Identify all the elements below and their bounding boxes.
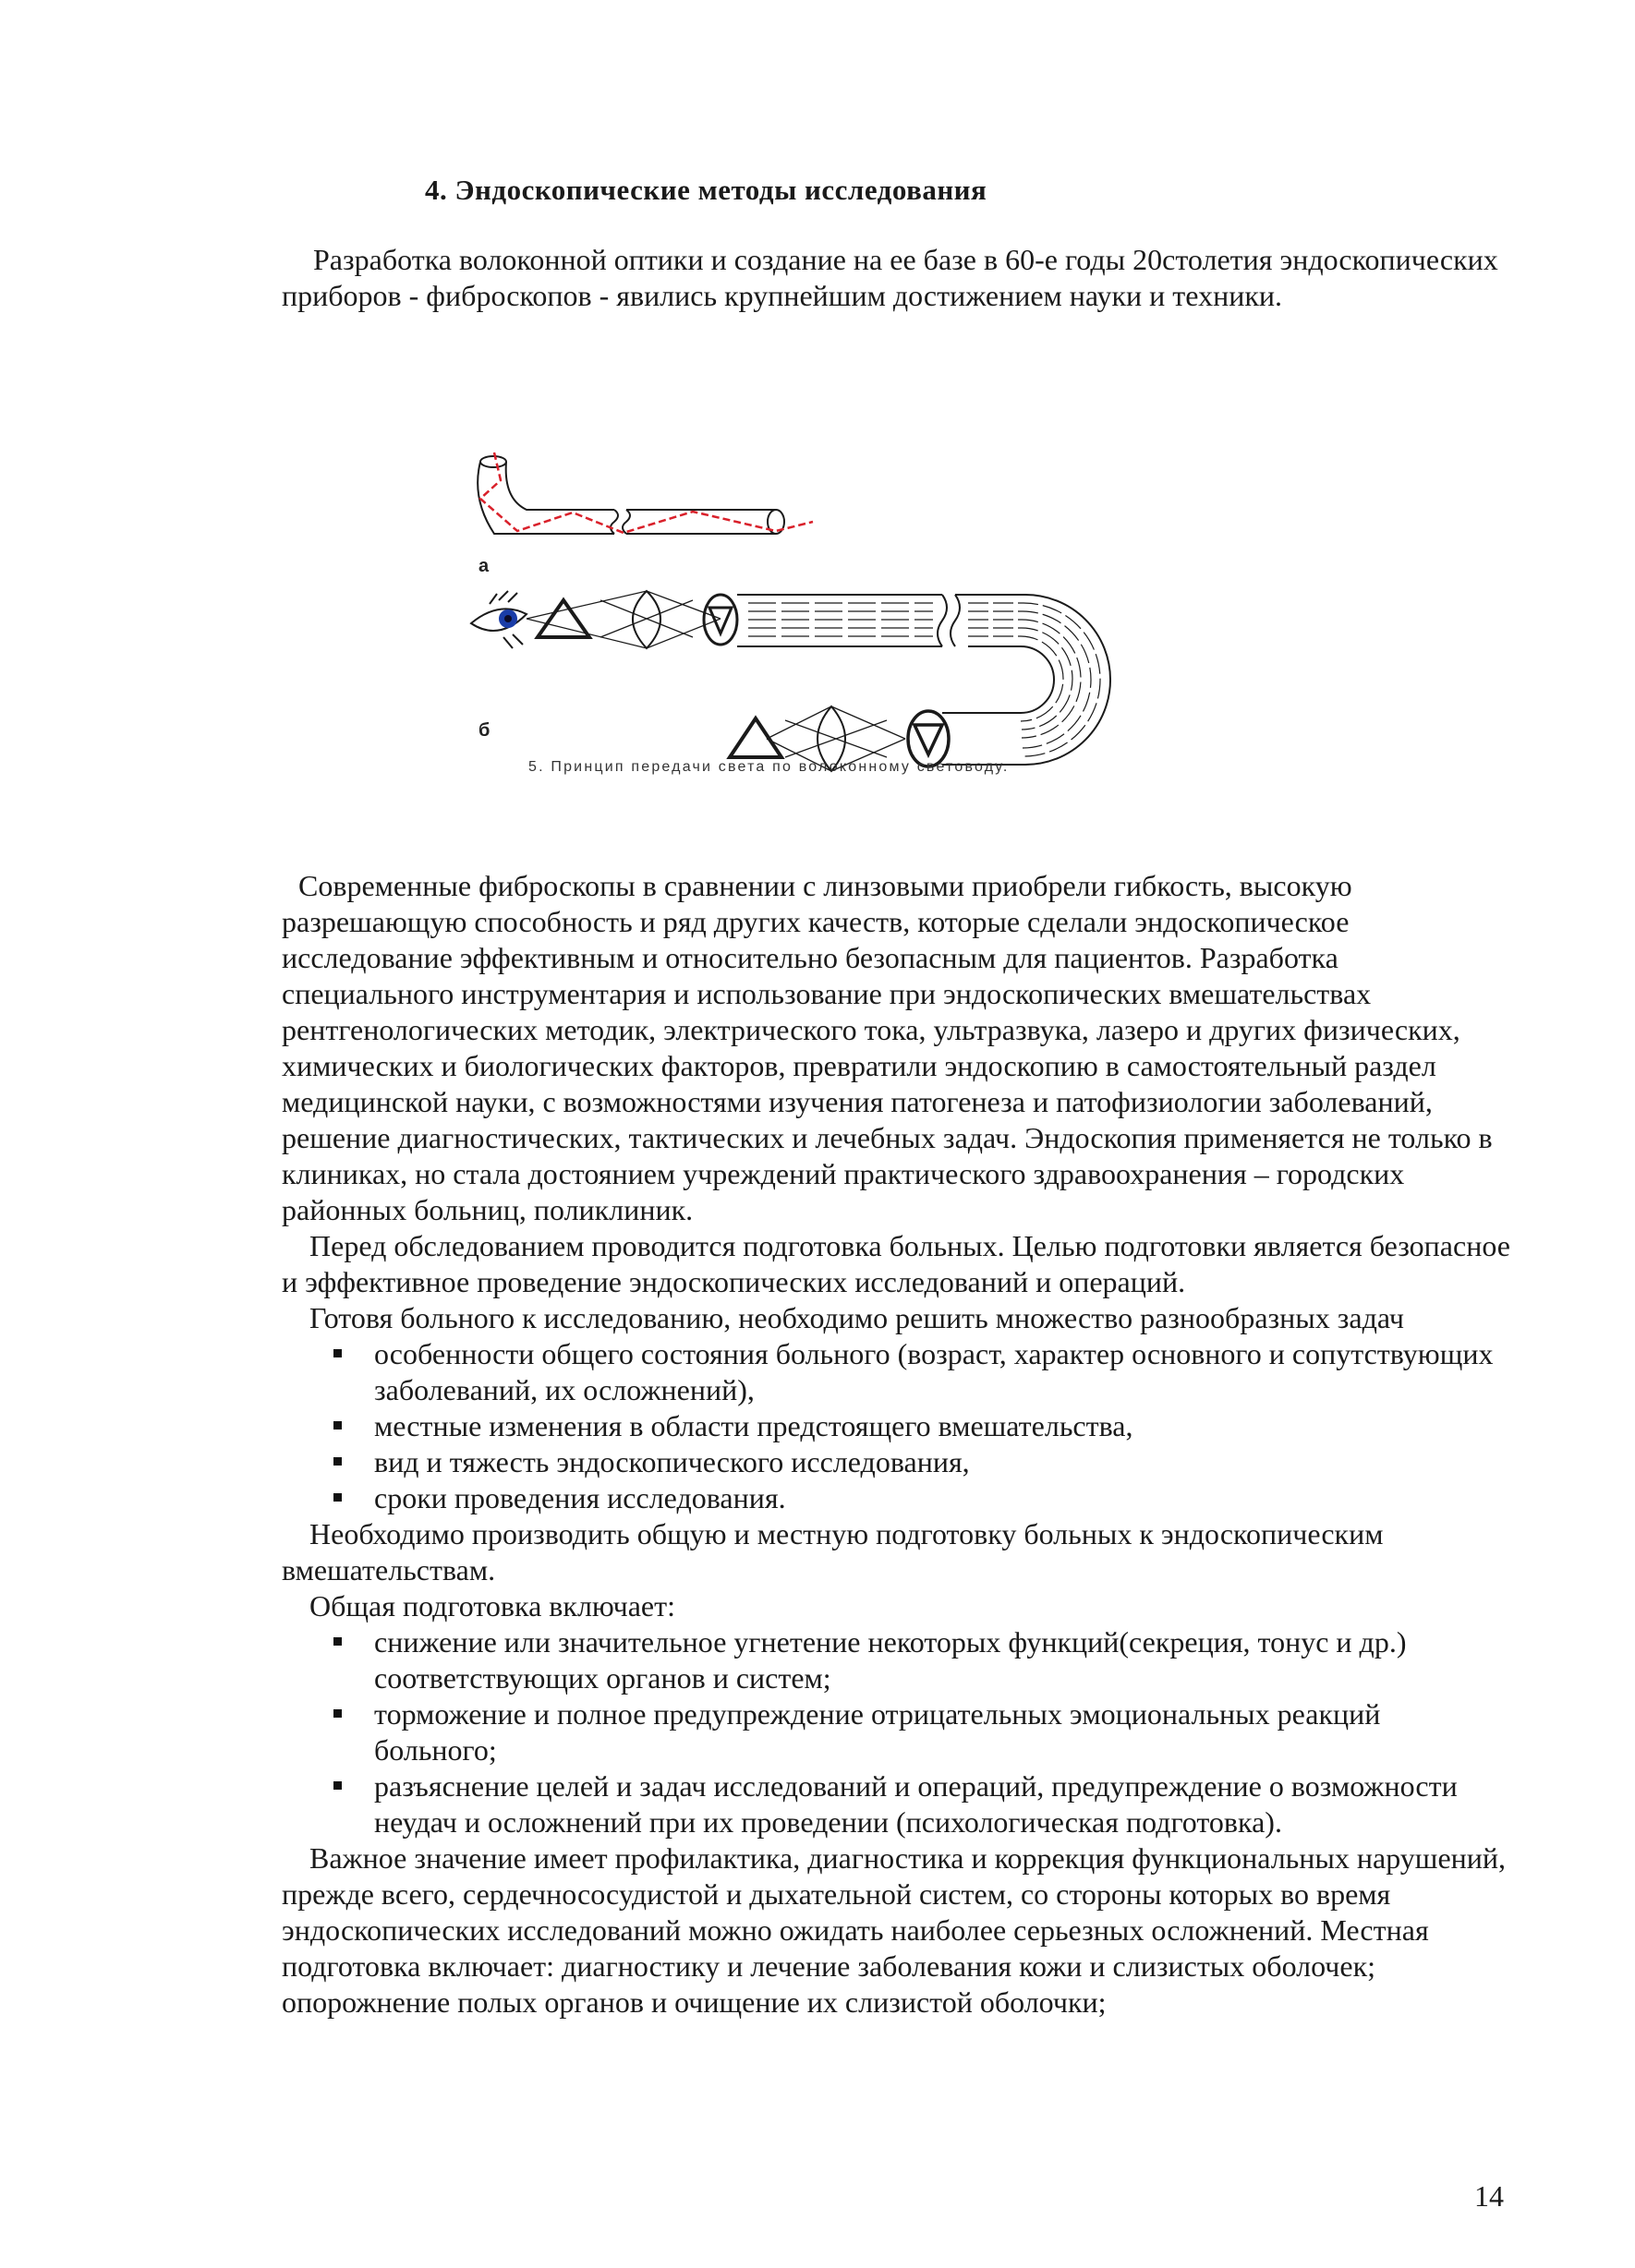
upright-triangle-image-2 — [730, 718, 781, 757]
main-text — [282, 868, 1510, 2021]
paragraph-patient-preparation: Перед обследованием проводится подготовка больных. Целью подготовки является безопасное и эффективное проведение эндоскопических исследований и операций. — [282, 1229, 1510, 1298]
preparation-tasks-list — [282, 1336, 1510, 1516]
figure-label-a: а — [478, 556, 490, 576]
list-item: особенности общего состояния больного (возраст, характер основного и сопутствующих заболеваний, их осложнений), — [374, 1336, 1510, 1408]
eye-pupil-icon — [504, 615, 512, 622]
section-heading: 4. Эндоскопические методы исследования — [425, 174, 987, 206]
list-item: снижение или значительное угнетение некоторых функций(секреция, тонус и др.) соответствующих органов и систем; — [374, 1624, 1510, 1696]
list-item: торможение и полное предупреждение отрицательных эмоциональных реакций больного; — [374, 1696, 1510, 1768]
intro-paragraph: Разработка волоконной оптики и создание на ее базе в 60-е годы 20столетия эндоскопических приборов - фиброскопов - явились крупнейшим достижением науки и техники. — [282, 243, 1498, 312]
list-item: разъяснение целей и задач исследований и операций, предупреждение о возможности неудач и осложнений при их проведении (психологическая подготовка). — [374, 1768, 1510, 1840]
figure-caption: 5. Принцип передачи света по волоконному световоду. — [528, 759, 1010, 775]
fiber-optics-figure — [462, 443, 1164, 794]
paragraph-preparation-tasks: Готовя больного к исследованию, необходимо решить множество разнообразных задач — [309, 1301, 1404, 1334]
general-preparation-list — [282, 1624, 1510, 1840]
paragraph-general-local-preparation: Необходимо производить общую и местную подготовку больных к эндоскопическим вмешательствам. — [282, 1517, 1384, 1586]
page-number: 14 — [1474, 2179, 1504, 2213]
lens-1 — [633, 591, 660, 648]
paragraph-modern-fiberscopes: Современные фиброскопы в сравнении с линзовыми приобрели гибкость, высокую разрешающую способность и ряд других качеств, которые сделали эндоскопическое исследование эффективным и относительно безопасным для пациентов. Разработка специального инструментария и использование при эндоскопических вмешательствах рентгенологических методик, электрического тока, ультразвука, лазеро и других физических, химических и биологических факторов, превратили эндоскопию в самостоятельный раздел медицинской науки, с возможностями изучения патогенеза и патофизиологии заболеваний, решение диагностических, тактических и лечебных задач. Эндоскопия применяется не только в клиниках, но стала достоянием учреждений практического здравоохранения – городских районных больниц, поликлиник. — [282, 869, 1493, 1226]
light-ray-a — [480, 452, 813, 533]
paragraph-prevention-local-preparation: Важное значение имеет профилактика, диагностика и коррекция функциональных нарушений, прежде всего, сердечнососудистой и дыхательной систем, со стороны которых во время эндоскопических исследований можно ожидать наиболее серьезных осложнений. Местная подготовка включает: диагностику и лечение заболевания кожи и слизистых оболочек; опорожнение полых органов и очищение их слизистой оболочки; — [282, 1841, 1507, 2019]
inverted-triangle-image-1 — [704, 595, 737, 645]
list-item: местные изменения в области предстоящего вмешательства, — [374, 1408, 1510, 1444]
light-cone-lines — [527, 591, 721, 648]
list-item: сроки проведения исследования. — [374, 1480, 1510, 1516]
general-preparation-label: Общая подготовка включает: — [309, 1589, 675, 1623]
inverted-triangle-image-2 — [908, 711, 949, 766]
fiber-bundle — [737, 595, 1110, 765]
list-item: вид и тяжесть эндоскопического исследования, — [374, 1444, 1510, 1480]
eye-icon — [471, 591, 527, 648]
fiber-optics-diagram — [462, 443, 1164, 794]
figure-label-b: б — [478, 720, 490, 741]
